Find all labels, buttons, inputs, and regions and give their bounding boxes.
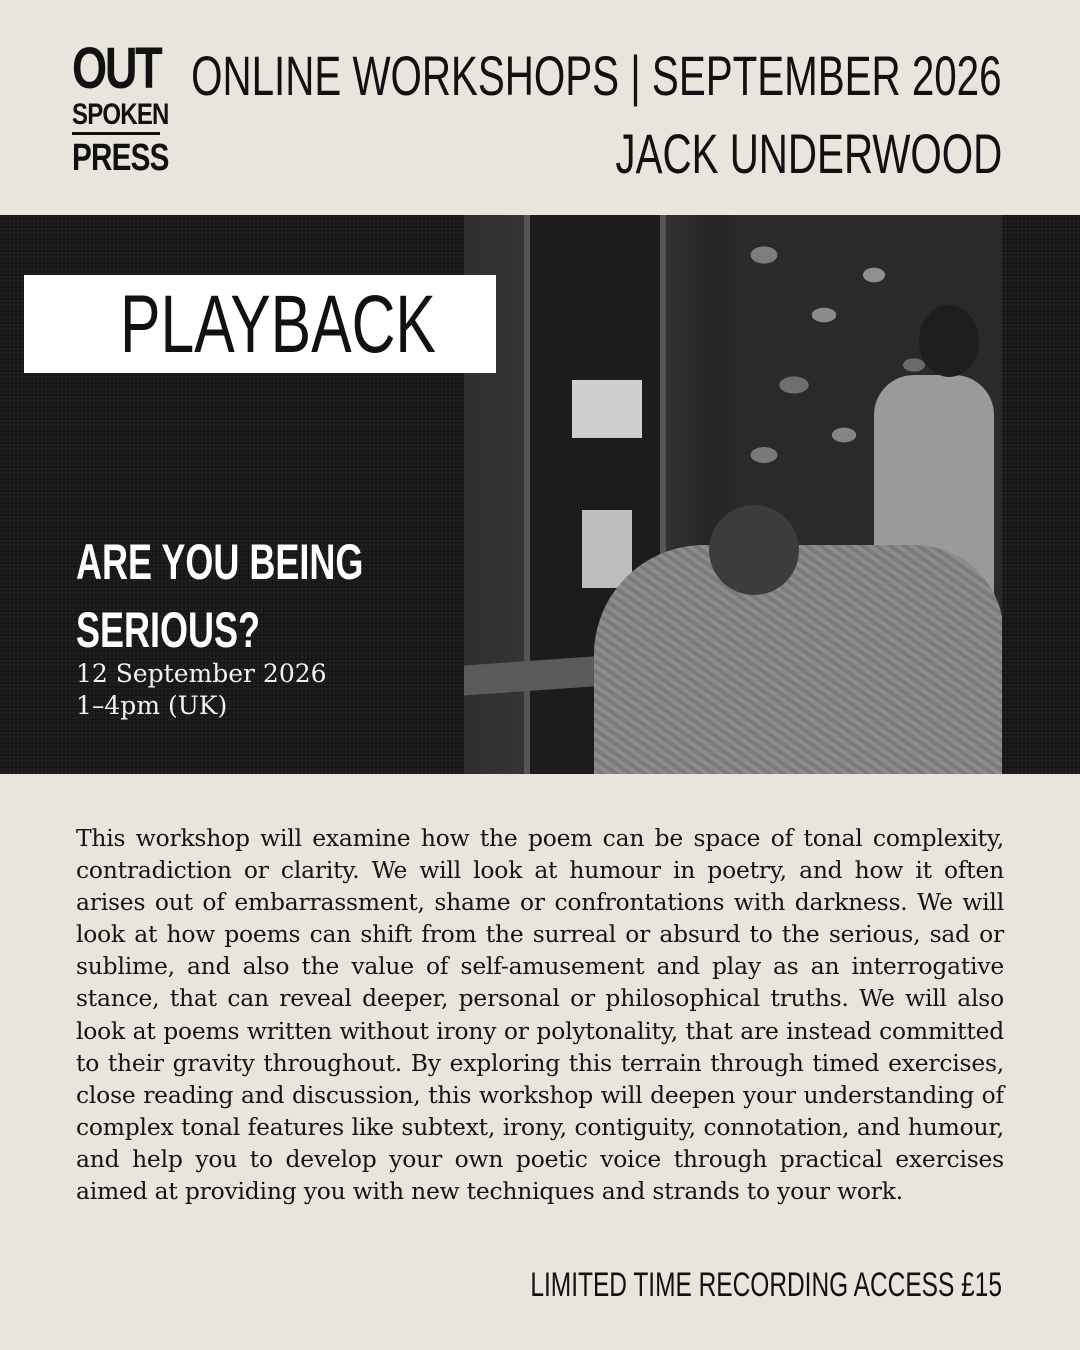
workshop-description: This workshop will examine how the poem can be space of tonal complexity, contradiction or clarity. We will look at humour in poetry, and how it often arises out of embarrassment, shame or confrontations with darkness. We will look at how poems can shift from the surreal or absurd to the serious, sad or sublime, and also the value of self-amusement and play as an interrogative stance, that can reveal deeper, personal or philosophical truths. We will also look at poems written without irony or polytonality, that are instead committed to their gravity throughout. By exploring this terrain through timed exercises, close reading and discussion, this workshop will deepen your understanding of complex tonal features like subtext, irony, contiguity, connotation, and humour, and help you to develop your own poetic voice through practical exercises aimed at providing you with new techniques and strands to your work. [76, 824, 1004, 1206]
logo-spoken: SPOKEN [72, 98, 169, 131]
logo-rule [72, 132, 160, 135]
header-series-text: ONLINE WORKSHOPS | SEPTEMBER 2026 [191, 44, 1002, 107]
workshop-title [76, 528, 475, 664]
logo-out: OUT [72, 36, 161, 101]
recording-access-note [347, 1266, 1002, 1304]
playback-label-text: PLAYBACK [120, 279, 436, 370]
workshop-time: 1–4pm (UK) [76, 691, 228, 720]
logo-press: PRESS [72, 137, 169, 179]
workshop-title-line1: ARE YOU BEING [76, 534, 364, 590]
workshop-date: 12 September 2026 [76, 659, 327, 688]
header-series [0, 46, 1002, 106]
header-tutor-text: JACK UNDERWOOD [615, 122, 1002, 185]
header-tutor [465, 124, 1002, 184]
workshop-title-line2: SERIOUS? [76, 602, 261, 658]
playback-label [120, 279, 547, 370]
recording-access-text: LIMITED TIME RECORDING ACCESS £15 [530, 1266, 1002, 1304]
